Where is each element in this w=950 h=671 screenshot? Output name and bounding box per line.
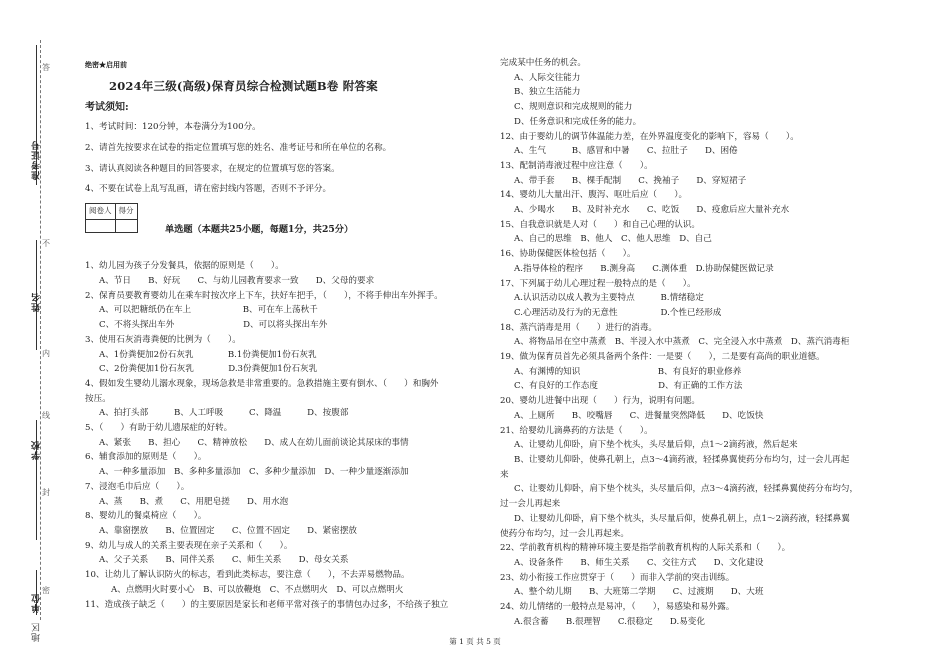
score-table-cell (115, 219, 137, 232)
answer-options: A、1份粪便加2份石灰乳 B.1份粪便加1份石灰乳 (99, 349, 317, 360)
answer-options: A.很含蓄 B.很理智 C.很稳定 D.易变化 (514, 616, 705, 627)
binding-margin (0, 0, 70, 671)
answer-options: B、让婴幼儿仰卧，使鼻孔朝上，点3～4滴药液，轻揉鼻翼使药分布均匀，过一会儿再起 (514, 454, 850, 465)
answer-options: D、任务意识和完成任务的能力。 (514, 116, 642, 127)
answer-options: A、父子关系 B、同伴关系 C、师生关系 D、母女关系 (99, 555, 349, 566)
question-line: 16、协助保健医体检包括（ ）。 (500, 249, 636, 260)
question-line: 3、使用石灰消毒粪便的比例为（ ）。 (85, 334, 241, 345)
question-line: 13、配制消毒液过程中应注意（ ）。 (500, 160, 653, 171)
answer-options: C、不将头探出车外 D、可以将头探出车外 (99, 320, 328, 331)
margin-char: 封 (42, 488, 50, 497)
question-line: 使药分布均匀，过一会儿再起来。 (500, 528, 629, 539)
answer-options: A、点燃明火时要小心 B、可以放鞭炮 C、不点燃明火 D、可以点燃明火 (111, 584, 404, 595)
label-exam-number: 准考证号 (32, 140, 42, 180)
secret-mark: 绝密★启用前 (85, 60, 127, 69)
label-name: 姓名 (32, 292, 42, 312)
question-line: 10、让幼儿了解认识防火的标志，看到此类标志，要注意（ ），不去弄易燃物品。 (85, 570, 410, 581)
score-table (85, 203, 138, 233)
notice-item: 4、不要在试卷上乱写乱画，请在密封线内答题，否则不予评分。 (85, 184, 332, 195)
fill-line-school (36, 420, 37, 540)
question-line: 按压。 (85, 393, 111, 404)
answer-options: A.认识活动以成人教为主要特点 B.情绪稳定 (514, 293, 704, 304)
answer-options: A、上厕所 B、咬嘴唇 C、进餐量突然降低 D、吃饭快 (514, 410, 764, 421)
question-line: 完成某中任务的机会。 (500, 58, 586, 68)
answer-options: C、让婴幼儿仰卧，肩下垫个枕头，头尽量后仰，点3～4滴药液，轻揉鼻翼使药分布均匀， (514, 484, 859, 495)
score-table-score: 得分 (115, 203, 137, 219)
question-line: 14、婴幼儿大量出汗、腹泻、呕吐后应（ ）。 (500, 190, 688, 201)
label-region: 地区 (32, 622, 42, 642)
answer-options: A、让婴幼儿仰卧，肩下垫个枕头，头尽量后仰，点1～2滴药液，然后起来 (514, 440, 798, 451)
answer-options: C、2份粪便加1份石灰乳 D.3份粪便加1份石灰乳 (99, 364, 318, 375)
answer-options: A、节日 B、好玩 C、与幼儿园教育要求一致 D、父母的要求 (99, 276, 375, 287)
question-line: 15、自我意识就是人对（ ）和自己心理的认识。 (500, 219, 700, 230)
margin-char: 密 (42, 586, 50, 595)
answer-options: A、有渊博的知识 B、有良好的职业修养 (514, 366, 742, 377)
answer-options: D、让婴幼儿仰卧，肩下垫个枕头，头尽量后仰，使鼻孔朝上，点1～2滴药液，轻揉鼻翼 (514, 513, 850, 524)
question-line: 9、幼儿与成人的关系主要表现在亲子关系和（ ）。 (85, 540, 293, 551)
question-line: 19、做为保育员首先必须具备两个条件：一是要（ ），二是要有高尚的职业道德。 (500, 352, 825, 363)
question-line: 7、浸泡毛巾后应（ ）。 (85, 481, 190, 492)
answer-options: A、蒸 B、煮 C、用肥皂搓 D、用水泡 (99, 496, 289, 507)
notice-item: 3、请认真阅读各种题目的回答要求，在规定的位置填写您的答案。 (85, 163, 340, 174)
question-line: 17、下列属于幼儿心理过程一般特点的是（ ）。 (500, 278, 696, 289)
notice-item: 1、考试时间：120分钟，本卷满分为100分。 (85, 122, 261, 133)
answer-options: A、自己的思维 B、他人 C、他人思维 D、自己 (514, 234, 712, 245)
margin-char: 答 (42, 63, 50, 72)
right-column (500, 56, 920, 629)
question-line: 8、婴幼儿的餐桌椅应（ ）。 (85, 511, 207, 522)
answer-options: A、可以把糖纸仍在车上 B、可在车上荡秋千 (99, 305, 318, 316)
question-line: 过一会儿再起来 (500, 499, 561, 510)
right-question-list (500, 56, 920, 629)
question-line: 22、学前教育机构的精神环境主要是指学前教育机构的人际关系和（ ）。 (500, 543, 791, 554)
answer-options: A、将物品吊在空中蒸煮 B、半浸入水中蒸煮 C、完全浸入水中蒸煮 D、蒸汽消毒柜 (514, 337, 850, 348)
answer-options: A、整个幼儿期 B、大班第二学期 C、过渡期 D、大班 (514, 587, 764, 598)
answer-options: A、一种多量添加 B、多种多量添加 C、多种少量添加 D、一种少量逐渐添加 (99, 467, 409, 478)
question-line: 2、保育员要教育婴幼儿在乘车时按次序上下车，扶好车把手，（ ），不将手伸出车外挥手。 (85, 290, 443, 301)
label-school: 学校 (32, 440, 42, 460)
answer-options: A、带手套 B、棵手配制 C、挽袖子 D、穿短裙子 (514, 175, 747, 186)
answer-options: A、拍打头部 B、人工呼吸 C、降温 D、按腹部 (99, 408, 349, 419)
answer-options: C、规则意识和完成规则的能力 (514, 102, 633, 113)
answer-options: B、独立生活能力 (514, 87, 581, 98)
left-question-list (85, 259, 485, 612)
answer-options: A、紧张 B、担心 C、精神放松 D、成人在幼儿面前谈论其尿床的事情 (99, 437, 409, 448)
question-line: 来 (500, 469, 509, 480)
question-line: 24、幼儿情绪的一般特点是易冲，（ ），易感染和易外露。 (500, 602, 735, 613)
left-column (85, 0, 485, 612)
notice-heading: 考试须知: (85, 102, 129, 114)
page-title: 2024年三级(高级)保育员综合检测试题B卷 附答案 (109, 78, 378, 93)
answer-options: C、有良好的工作态度 D、有正确的工作方法 (514, 381, 743, 392)
question-line: 18、蒸汽消毒是用（ ）进行的消毒。 (500, 322, 658, 333)
answer-options: A.指导体检的程序 B.测身高 C.测体重 D.协助保健医做记录 (514, 263, 774, 274)
label-unit: 单位 (32, 593, 42, 613)
question-line: 21、给婴幼儿滴鼻药的方法是（ ）。 (500, 425, 653, 436)
answer-options: C.心理活动及行为的无意性 D.个性已经形成 (514, 307, 722, 318)
question-line: 23、幼小衔接工作应贯穿于（ ）而非入学前的突击训练。 (500, 572, 735, 583)
section-heading: 单选题（本题共25小题，每题1分，共25分） (165, 223, 354, 235)
question-line: 5、（ ）有助于幼儿遗尿症的好转。 (85, 423, 233, 434)
notice-item: 2、请首先按要求在试卷的指定位置填写您的姓名、准考证号和所在单位的名称。 (85, 142, 392, 153)
answer-options: A、生气 B、感冒和中暑 C、拉肚子 D、困倦 (514, 146, 738, 157)
question-line: 20、婴幼儿进餐中出现（ ）行为，说明有问题。 (500, 396, 700, 407)
margin-char: 内 (42, 349, 50, 358)
page-footer: 第 1 页 共 5 页 (449, 637, 501, 646)
answer-options: A、靠窗摆放 B、位置固定 C、位置不固定 D、紧密摆放 (99, 525, 358, 536)
question-line: 1、幼儿园为孩子分发餐具，依据的原则是（ ）。 (85, 261, 284, 272)
answer-options: A、人际交往能力 (514, 72, 581, 83)
question-line: 4、假如发生婴幼儿溺水现象，现场急救是非常重要的。急救措施主要有倒水、（ ）和胸外 (85, 378, 439, 389)
answer-options: A、少喝水 B、及时补充水 C、吃饭 D、疫愈后应大量补充水 (514, 205, 790, 216)
margin-char: 不 (42, 239, 50, 248)
question-line: 11、造成孩子缺乏（ ）的主要原因是家长和老师平常对孩子的事情包办过多，不给孩子独立 (85, 599, 449, 610)
question-line: 12、由于婴幼儿的调节体温能力差，在外界温度变化的影响下，容易（ ）。 (500, 131, 799, 142)
seal-dashed-line (40, 40, 42, 620)
score-table-grader: 阅卷人 (86, 203, 116, 219)
question-line: 6、辅食添加的原则是（ ）。 (85, 452, 207, 463)
score-table-cell (86, 219, 116, 232)
answer-options: A、设备条件 B、师生关系 C、交往方式 D、文化建设 (514, 557, 764, 568)
margin-char: 线 (42, 411, 50, 420)
